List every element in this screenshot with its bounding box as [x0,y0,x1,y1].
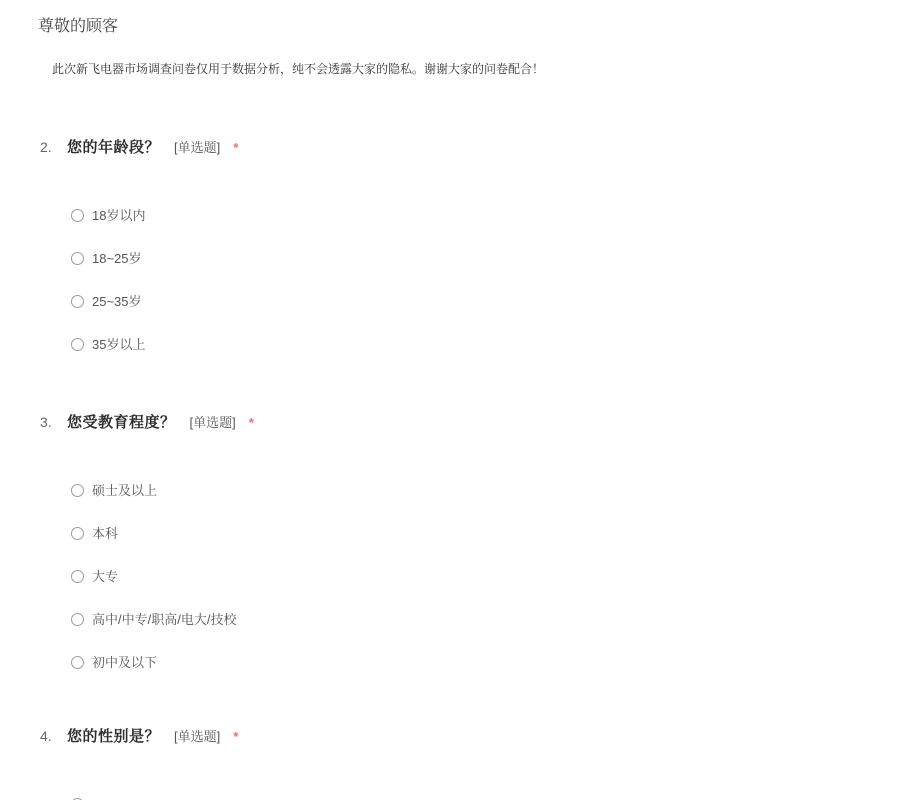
option-label: 大专 [92,568,119,584]
radio-button-icon[interactable] [71,252,84,265]
question-type-tag: [单选题] [189,415,236,430]
question-number: 4. [40,728,52,744]
question-number: 2. [40,139,52,155]
radio-button-icon[interactable] [71,295,84,308]
question-title: 您的年龄段？ [67,139,161,156]
question-heading [38,726,900,747]
required-asterisk: * [233,140,239,155]
question-block [38,726,900,800]
option-label: 初中及以下 [92,654,158,670]
radio-option[interactable] [71,323,900,366]
radio-option[interactable] [71,280,900,323]
radio-option[interactable] [71,194,900,237]
radio-button-icon[interactable] [71,527,84,540]
option-list [38,783,900,800]
radio-option[interactable] [71,237,900,280]
option-label: 18岁以内 [92,207,146,223]
option-label: 25~35岁 [92,293,142,309]
option-label: 18~25岁 [92,250,142,266]
option-label: 本科 [92,525,119,541]
radio-button-icon[interactable] [71,338,84,351]
radio-button-icon[interactable] [71,570,84,583]
radio-button-icon[interactable] [71,656,84,669]
question-list [38,137,900,800]
question-type-tag: [单选题] [174,140,221,155]
question-type-tag: [单选题] [174,729,221,744]
required-asterisk: * [248,415,254,430]
question-block [38,137,900,366]
radio-button-icon[interactable] [71,209,84,222]
option-label: 硕士及以上 [92,482,158,498]
radio-option[interactable] [71,783,900,800]
question-title: 您的性别是？ [67,728,161,745]
survey-title: 尊敬的顾客 [38,18,119,35]
question-heading [38,412,900,433]
radio-option[interactable] [71,555,900,598]
survey-description: 此次新飞电器市场调查问卷仅用于数据分析，纯不会透露大家的隐私。谢谢大家的问卷配合！ [52,62,545,76]
radio-button-icon[interactable] [71,484,84,497]
radio-option[interactable] [71,512,900,555]
question-number: 3. [40,414,52,430]
option-list [38,194,900,366]
radio-option[interactable] [71,469,900,512]
radio-option[interactable] [71,641,900,684]
radio-option[interactable] [71,598,900,641]
question-heading [38,137,900,158]
option-label: 35岁以上 [92,336,146,352]
required-asterisk: * [233,729,239,744]
radio-button-icon[interactable] [71,613,84,626]
question-block [38,412,900,684]
option-label: 高中/中专/职高/电大/技校 [92,611,237,627]
option-list [38,469,900,684]
question-title: 您受教育程度？ [67,414,176,431]
